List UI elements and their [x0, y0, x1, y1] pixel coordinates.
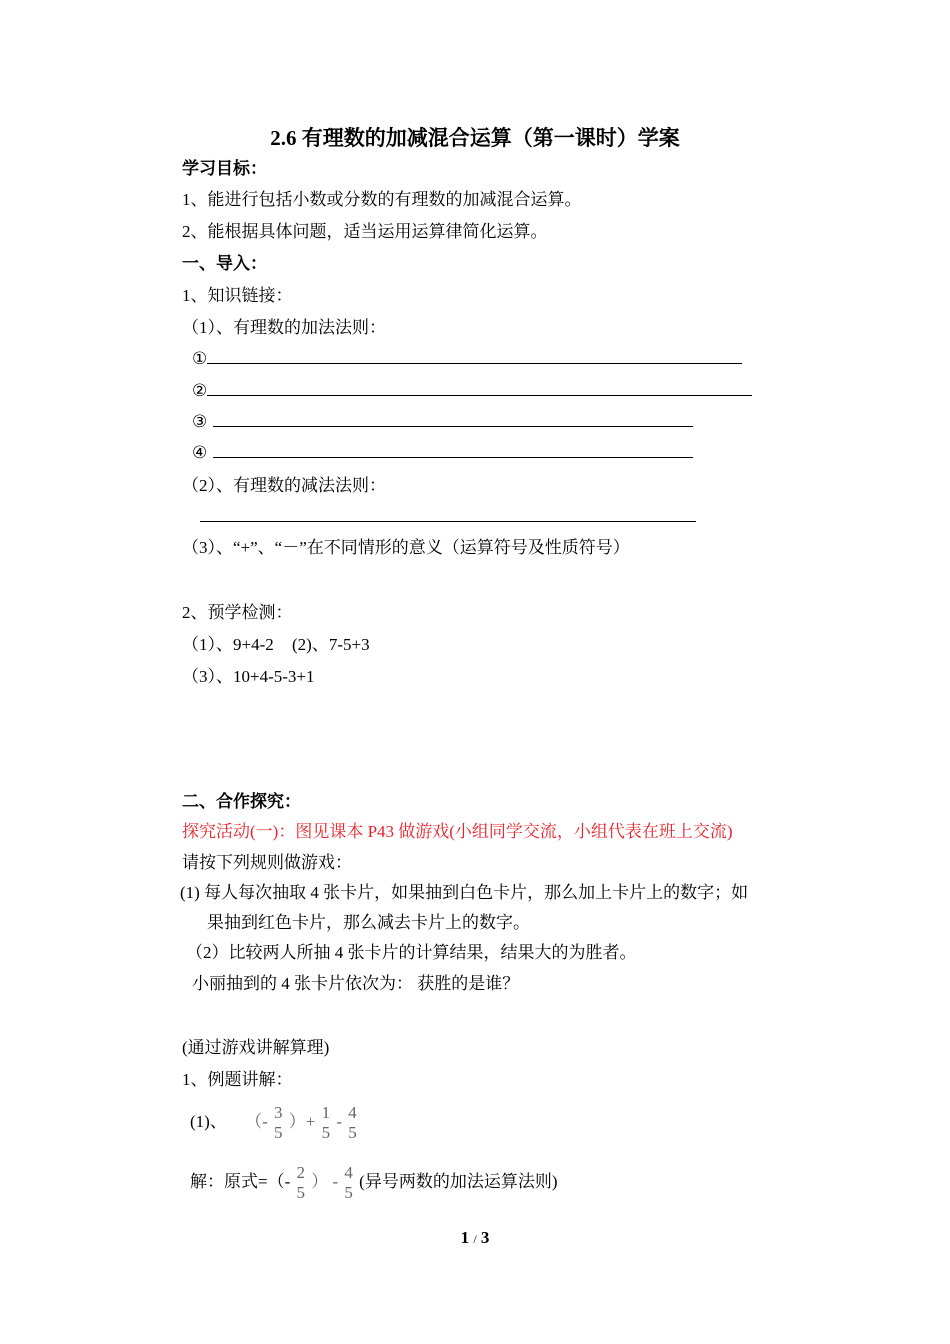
goals-heading: 学习目标：: [182, 159, 267, 178]
pretest-line-2: （3）、10+4-5-3+1: [182, 667, 315, 686]
rule-1-line-b: 果抽到红色卡片，那么减去卡片上的数字。: [207, 913, 530, 932]
blank-line-1: ①: [192, 347, 742, 371]
solution-line: 解：原式=（- 2 5 ） - 4 5 (异号两数的加法运算法则): [190, 1163, 558, 1203]
pretest-label: 2、预学检测：: [182, 603, 293, 622]
subtraction-rule-label: （2）、有理数的减法法则：: [182, 476, 386, 495]
fraction-2-5: 2 5: [296, 1163, 305, 1203]
fraction-4-5-b: 4 5: [344, 1163, 353, 1203]
blank-line-4: ④: [192, 441, 693, 465]
explore-heading: 二、合作探究：: [182, 792, 301, 811]
pretest-line-1: （1）、9+4-2 (2)、7-5+3: [182, 635, 370, 654]
fraction-4-5: 4 5: [348, 1103, 357, 1143]
knowledge-link-label: 1、知识链接：: [182, 286, 293, 305]
blank-line-2: ②: [192, 379, 752, 403]
activity-one: 探究活动(一)：图见课本 P43 做游戏(小组同学交流，小组代表在班上交流): [182, 822, 733, 841]
rule-1-line-a: (1) 每人每次抽取 4 张卡片，如果抽到白色卡片，那么加上卡片上的数字；如: [180, 883, 749, 902]
subtraction-blank: [200, 505, 696, 529]
example-1-expression: (1)、 （- 3 5 ）+ 1 5 - 4 5: [190, 1103, 357, 1143]
page-number: 1 / 3: [460, 1228, 490, 1247]
example-label: 1、例题讲解：: [182, 1070, 293, 1089]
game-question: 小丽抽到的 4 张卡片依次为： 获胜的是谁？: [192, 974, 520, 993]
sign-meaning-label: （3）、“+”、“－”在不同情形的意义（运算符号及性质符号）: [182, 538, 630, 557]
goal-item-1: 1、能进行包括小数或分数的有理数的加减混合运算。: [182, 190, 582, 209]
game-note: (通过游戏讲解算理): [182, 1038, 330, 1057]
addition-rule-label: （1）、有理数的加法法则：: [182, 318, 386, 337]
intro-heading: 一、导入：: [182, 254, 267, 273]
rules-intro: 请按下列规则做游戏：: [182, 853, 352, 872]
page-title: 2.6 有理数的加减混合运算（第一课时）学案: [270, 126, 680, 150]
fraction-1-5: 1 5: [321, 1103, 331, 1143]
fraction-3-5: 3 5: [274, 1103, 283, 1143]
goal-item-2: 2、能根据具体问题，适当运用运算律简化运算。: [182, 222, 548, 241]
blank-line-3: ③: [192, 410, 693, 434]
rule-2: （2）比较两人所抽 4 张卡片的计算结果，结果大的为胜者。: [186, 943, 637, 962]
